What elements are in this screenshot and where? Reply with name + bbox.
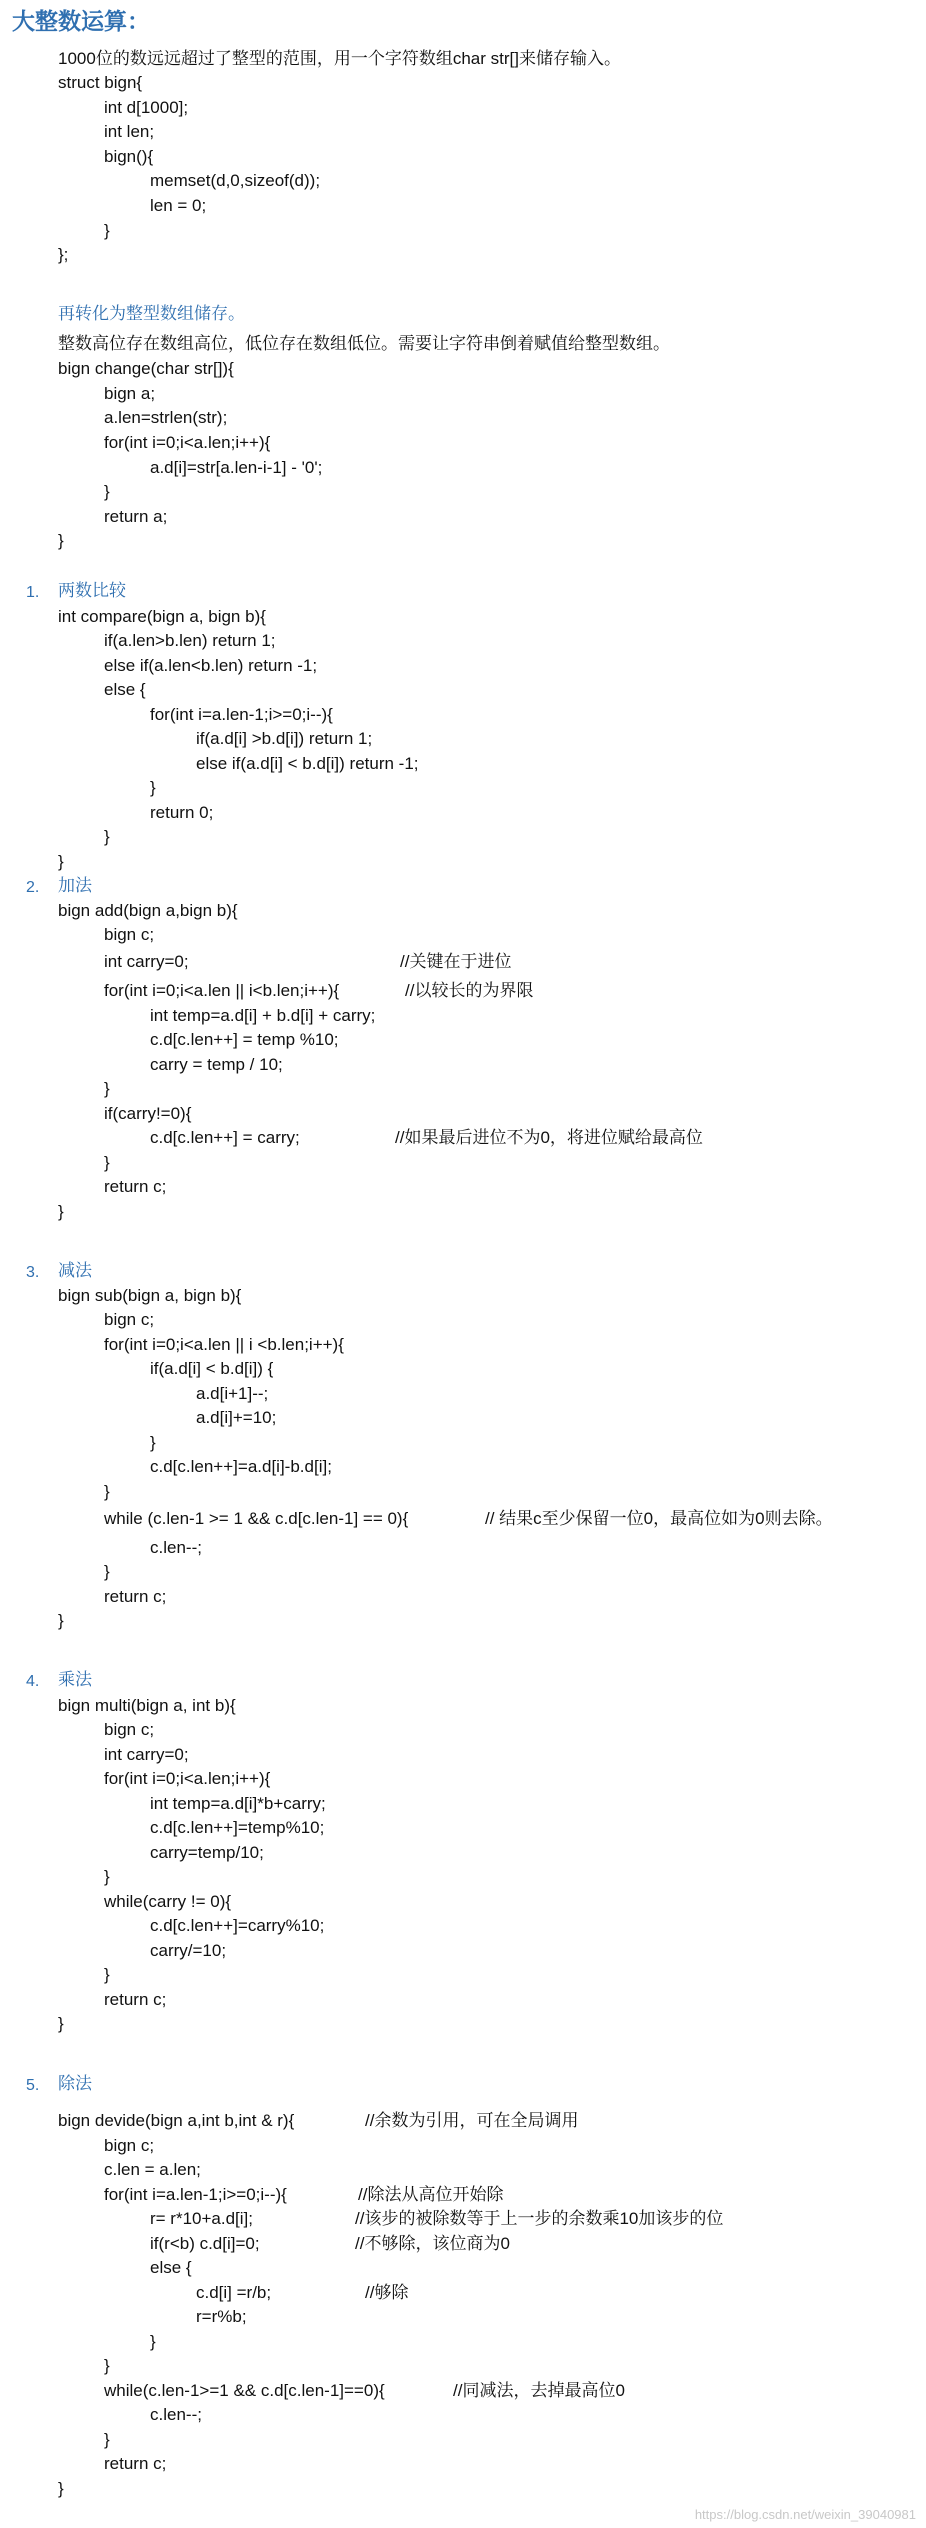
code-line: for(int i=a.len-1;i>=0;i--){ [104,2185,287,2204]
code-line: c.d[c.len++] = carry; [150,1128,300,1147]
code-line: } [104,2356,110,2375]
code-comment: //该步的被除数等于上一步的余数乘10加该步的位 [355,2209,724,2228]
code-line: } [58,2479,64,2498]
code-line: c.d[c.len++] = temp %10; [150,1030,339,1049]
code-line: while (c.len-1 >= 1 && c.d[c.len-1] == 0){ [104,1509,409,1528]
code-line: } [150,778,156,797]
section-number: 5. [26,2077,40,2094]
code-line: c.len--; [150,1538,202,1557]
code-line: int len; [104,122,155,141]
code-line: return c; [104,1990,167,2009]
code-line: int carry=0; [104,1745,189,1764]
code-line: } [104,827,110,846]
code-line: memset(d,0,sizeof(d)); [150,171,321,190]
code-line: int temp=a.d[i]*b+carry; [150,1794,326,1813]
code-line: } [58,1202,64,1221]
code-line: carry = temp / 10; [150,1055,283,1074]
code-line: a.d[i]=str[a.len-i-1] - '0'; [150,458,323,477]
code-line: } [58,852,64,871]
code-line: bign change(char str[]){ [58,359,234,378]
code-line: c.len--; [150,2405,202,2424]
code-line: a.len=strlen(str); [104,408,228,427]
section-heading-compare: 两数比较 [58,581,126,600]
code-line: for(int i=0;i<a.len;i++){ [104,1769,271,1788]
code-line: for(int i=0;i<a.len || i<b.len;i++){ [104,981,340,1000]
code-comment: //如果最后进位不为0，将进位赋给最高位 [395,1128,703,1147]
code-line: } [150,1433,156,1452]
code-line: if(r<b) c.d[i]=0; [150,2234,260,2253]
code-line: bign multi(bign a, int b){ [58,1696,236,1715]
code-line: bign c; [104,1310,155,1329]
code-line: if(carry!=0){ [104,1104,192,1123]
code-line: } [150,2332,156,2351]
section-number: 2. [26,879,40,896]
code-line: } [58,1611,64,1630]
code-comment: // 结果c至少保留一位0，最高位如为0则去除。 [485,1509,833,1528]
code-line: } [104,1562,110,1581]
code-line: if(a.d[i] < b.d[i]) { [150,1359,274,1378]
code-line: r=r%b; [196,2307,247,2326]
code-line: return a; [104,507,168,526]
code-line: bign c; [104,925,155,944]
section-number: 1. [26,584,40,601]
code-comment: //余数为引用，可在全局调用 [365,2111,579,2130]
code-line: } [104,1153,110,1172]
page-title: 大整数运算： [12,8,150,34]
code-line: carry=temp/10; [150,1843,264,1862]
code-line: }; [58,245,69,264]
code-line: len = 0; [150,196,207,215]
code-line: for(int i=a.len-1;i>=0;i--){ [150,705,333,724]
code-line: return c; [104,1587,167,1606]
code-line: else if(a.len<b.len) return -1; [104,656,318,675]
code-line: } [104,1867,110,1886]
code-line: return 0; [150,803,214,822]
code-line: } [104,2430,110,2449]
code-line: for(int i=0;i<a.len || i <b.len;i++){ [104,1335,344,1354]
convert-description: 整数高位存在数组高位，低位存在数组低位。需要让字符串倒着赋值给整型数组。 [58,334,670,353]
code-line: } [104,221,110,240]
section-heading-devide: 除法 [58,2074,92,2093]
code-line: bign a; [104,384,156,403]
code-line: if(a.len>b.len) return 1; [104,631,276,650]
code-line: c.d[c.len++]=carry%10; [150,1916,325,1935]
code-line: } [104,1965,110,1984]
code-line: bign add(bign a,bign b){ [58,901,238,920]
code-line: } [58,531,64,550]
code-line: while(carry != 0){ [104,1892,232,1911]
code-comment: //同减法，去掉最高位0 [453,2381,625,2400]
code-comment: //够除 [365,2283,409,2302]
code-comment: //关键在于进位 [400,952,512,971]
code-line: return c; [104,1177,167,1196]
code-line: r= r*10+a.d[i]; [150,2209,254,2228]
code-line: a.d[i]+=10; [196,1408,277,1427]
code-line: c.d[c.len++]=temp%10; [150,1818,325,1837]
code-line: struct bign{ [58,73,143,92]
code-line: if(a.d[i] >b.d[i]) return 1; [196,729,373,748]
code-line: while(c.len-1>=1 && c.d[c.len-1]==0){ [104,2381,385,2400]
code-line: int carry=0; [104,952,189,971]
code-line: c.d[c.len++]=a.d[i]-b.d[i]; [150,1457,332,1476]
code-line: bign sub(bign a, bign b){ [58,1286,242,1305]
section-number: 4. [26,1673,40,1690]
code-line: bign c; [104,2136,155,2155]
code-line: int d[1000]; [104,98,189,117]
code-line: else { [104,680,146,699]
code-comment: //不够除，该位商为0 [355,2234,510,2253]
convert-heading: 再转化为整型数组储存。 [58,304,245,323]
code-line: bign devide(bign a,int b,int & r){ [58,2111,295,2130]
code-line: bign(){ [104,147,154,166]
section-number: 3. [26,1264,40,1281]
section-heading-sub: 减法 [58,1261,92,1280]
code-comment: //除法从高位开始除 [358,2185,504,2204]
code-line: } [104,1482,110,1501]
code-line: for(int i=0;i<a.len;i++){ [104,433,271,452]
code-line: else if(a.d[i] < b.d[i]) return -1; [196,754,419,773]
code-line: c.d[i] =r/b; [196,2283,272,2302]
section-heading-multi: 乘法 [58,1670,92,1689]
watermark: https://blog.csdn.net/weixin_39040981 [694,2507,916,2522]
code-line: carry/=10; [150,1941,227,1960]
code-line: return c; [104,2454,167,2473]
code-comment: //以较长的为界限 [405,981,534,1000]
code-line: c.len = a.len; [104,2160,201,2179]
intro-text: 1000位的数远远超过了整型的范围，用一个字符数组char str[]来储存输入。 [58,49,621,68]
code-line: else { [150,2258,192,2277]
code-line: a.d[i+1]--; [196,1384,269,1403]
code-line: bign c; [104,1720,155,1739]
section-heading-add: 加法 [58,876,92,895]
code-line: } [104,1079,110,1098]
code-line: } [104,482,110,501]
code-line: } [58,2014,64,2033]
code-line: int temp=a.d[i] + b.d[i] + carry; [150,1006,376,1025]
code-line: int compare(bign a, bign b){ [58,607,266,626]
